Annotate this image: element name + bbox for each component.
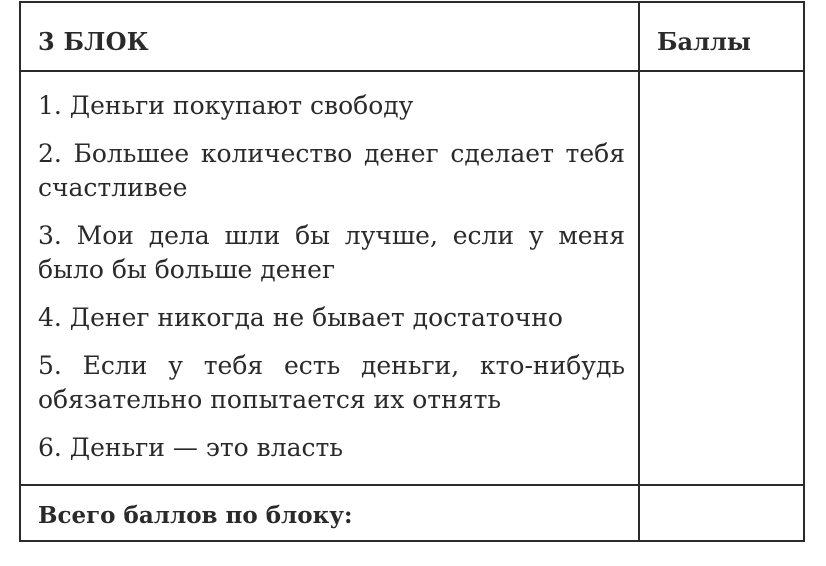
statement-list — [38, 89, 625, 465]
header-divider — [21, 70, 803, 72]
column-divider — [638, 3, 640, 540]
total-score-label: Всего баллов по блоку: — [38, 502, 353, 529]
statement-item-4: 4. Денег никогда не бывает достаточно — [38, 303, 563, 332]
statement-item-3: 3. Мои дела шли бы лучше, если у меня было бы больше денег — [38, 221, 625, 284]
score-column-header: Баллы — [657, 27, 751, 56]
statement-item-1: 1. Деньги покупают свободу — [38, 91, 414, 120]
questionnaire-table — [19, 1, 805, 542]
block-title: 3 БЛОК — [38, 27, 149, 56]
statement-item-5: 5. Если у тебя есть деньги, кто-нибудь обязательно попытается их отнять — [38, 351, 625, 414]
footer-divider — [21, 484, 803, 486]
statement-item-6: 6. Деньги — это власть — [38, 433, 343, 462]
statement-item-2: 2. Большее количество денег сделает тебя счастливее — [38, 139, 625, 202]
